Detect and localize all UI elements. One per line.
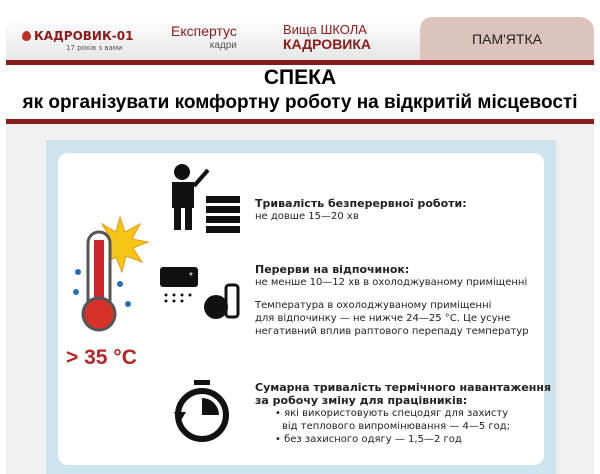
- heading: Тривалість безперервної роботи:: [255, 197, 467, 210]
- expertus-logo[interactable]: [171, 23, 237, 51]
- heading: Сумарна тривалість термічного навантаження: [255, 381, 552, 394]
- heading: Перерви на відпочинок:: [255, 263, 410, 276]
- heading: за робочу зміну для працівників:: [255, 394, 468, 407]
- header-bar: [6, 17, 594, 61]
- text: не менше 10—12 хв в охолоджуваному приміщенні: [255, 277, 528, 288]
- thermal-load-block: [255, 381, 551, 446]
- flame-icon: [22, 31, 31, 41]
- thermometer-sun-icon: [70, 212, 150, 342]
- divider: [6, 60, 594, 65]
- note-line: Температура в охолоджуваному приміщенні: [255, 300, 492, 311]
- school-logo[interactable]: [283, 23, 371, 51]
- air-conditioner-food-icon: [158, 265, 242, 325]
- logo-subtitle: кадри: [209, 40, 237, 51]
- stopwatch-icon: [172, 380, 232, 444]
- note-line: негативний вплив раптового перепаду температур: [255, 326, 529, 337]
- bullet: • без захисного одягу — 1,5—2 год: [275, 434, 462, 445]
- worker-brick-icon: [164, 160, 244, 235]
- logo-subtitle: КАДРОВИКА: [283, 36, 372, 52]
- temperature-label: > 35 °C: [66, 346, 137, 369]
- logo-text: КАДРОВИК-01: [34, 29, 134, 43]
- logo-subtitle: 17 років з вами: [66, 44, 123, 52]
- rest-breaks-block: [255, 263, 529, 338]
- page-title: СПЕКА: [263, 66, 337, 89]
- logo-text: Експертус: [171, 23, 237, 39]
- kadrovyk-logo[interactable]: [22, 29, 134, 52]
- bullet: • які використовують спецодяг для захисту: [275, 408, 509, 419]
- work-duration-block: [255, 197, 467, 223]
- svg-text:*: *: [189, 271, 193, 282]
- note-line: для відпочинку — не нижче 24—25 °C. Це усуне: [255, 313, 511, 324]
- text: не довше 15—20 хв: [255, 211, 359, 222]
- bullet-cont: від теплового випромінювання — 4—5 год;: [282, 421, 511, 432]
- logo-text: Вища ШКОЛА: [283, 22, 367, 37]
- page-subtitle: як організувати комфортну роботу на відкритій місцевості: [22, 92, 578, 113]
- tab-memo[interactable]: ПАМ'ЯТКА: [420, 17, 594, 61]
